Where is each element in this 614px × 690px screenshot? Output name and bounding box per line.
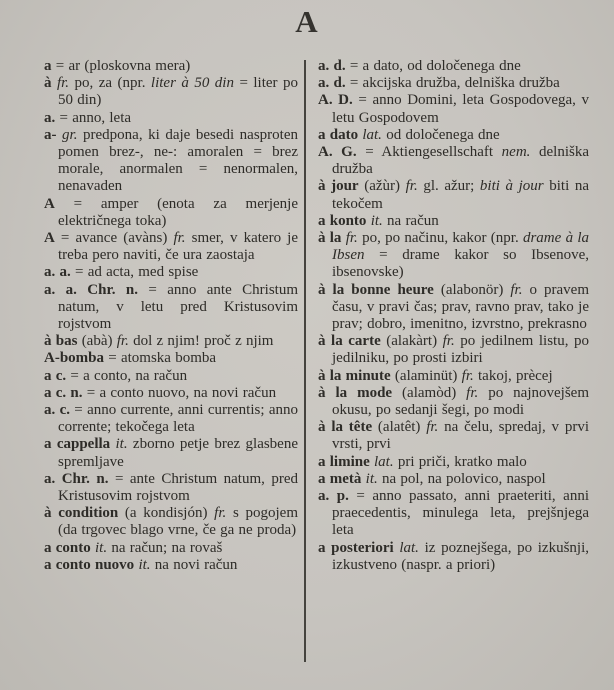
entry-headword: a- bbox=[44, 126, 57, 143]
entry-text: = ante Christum natum, pred Kristusovim rojstvom bbox=[58, 470, 298, 505]
dictionary-entry bbox=[44, 540, 298, 557]
dictionary-entry bbox=[318, 385, 589, 419]
entry-italic-label: it. bbox=[138, 556, 151, 573]
dictionary-entry bbox=[44, 471, 298, 505]
entry-text: = akcijska družba, delniška družba bbox=[345, 75, 560, 92]
entry-text: = Aktiengesellschaft bbox=[356, 144, 502, 161]
entry-headword: à la carte bbox=[318, 333, 381, 350]
dictionary-entry bbox=[318, 471, 589, 488]
entry-text: po najnovejšem okusu, po sedanji šegi, po modi bbox=[332, 384, 589, 419]
entry-text: (a kondisjón) bbox=[118, 505, 215, 522]
dictionary-entry bbox=[318, 368, 589, 385]
entry-text: biti na tekočem bbox=[332, 178, 590, 212]
entry-text: = liter po 50 din) bbox=[58, 75, 298, 109]
entry-headword: a c. n. bbox=[44, 384, 83, 401]
entry-italic-label: fr. bbox=[116, 333, 129, 350]
entry-italic-label: nem. bbox=[501, 144, 531, 161]
entry-text: takoj, prècej bbox=[473, 367, 553, 384]
entry-italic-label: it. bbox=[95, 539, 108, 556]
entry-italic-label: drame à la Ibsen bbox=[332, 230, 589, 264]
entry-text: delniška družba bbox=[332, 144, 590, 178]
dictionary-entry bbox=[318, 92, 589, 126]
entry-headword: a conto bbox=[44, 539, 91, 556]
entry-headword: A. G. bbox=[318, 144, 357, 161]
entry-headword: a c. bbox=[44, 367, 67, 384]
entry-headword: A. D. bbox=[318, 92, 353, 109]
dictionary-entry bbox=[44, 282, 298, 334]
entry-text: po, za (npr. bbox=[69, 75, 151, 92]
entry-text: (abà) bbox=[77, 333, 117, 350]
dictionary-entry bbox=[44, 436, 298, 470]
entry-text: = a conto, na račun bbox=[66, 367, 188, 384]
dictionary-entry bbox=[318, 488, 589, 540]
entry-italic-label: lat. bbox=[374, 453, 394, 470]
entry-text: (ažùr) bbox=[358, 178, 406, 195]
entry-text: gl. ažur; bbox=[417, 178, 480, 195]
entry-italic-label: it. bbox=[365, 470, 378, 487]
entry-text: = atomska bomba bbox=[104, 350, 217, 367]
entry-italic-label: it. bbox=[370, 212, 383, 229]
entry-text: = amper (enota za merjenje električnega toka) bbox=[54, 195, 298, 229]
entry-headword: a. c. bbox=[44, 402, 70, 419]
entry-headword: a posteriori bbox=[318, 539, 394, 556]
entry-italic-label: fr. bbox=[426, 419, 439, 436]
entry-italic-label: lat. bbox=[362, 126, 382, 143]
entry-headword: a. d. bbox=[318, 58, 346, 74]
entry-text: (alakàrt) bbox=[380, 333, 443, 350]
entry-headword: a. p. bbox=[318, 488, 349, 505]
entry-headword: a. Chr. n. bbox=[44, 470, 109, 487]
entry-headword: à la tête bbox=[318, 419, 373, 436]
entry-text: = ad acta, med spise bbox=[70, 264, 199, 281]
entry-text: po jedilnem listu, po jedilniku, po prosti izbiri bbox=[332, 333, 590, 367]
entry-headword: à la minute bbox=[318, 367, 391, 384]
entry-italic-label: lat. bbox=[399, 539, 419, 556]
entry-headword: à la mode bbox=[318, 384, 393, 401]
entry-italic-label: fr. bbox=[510, 281, 523, 298]
dictionary-entry bbox=[318, 178, 589, 212]
entry-text: (alabonör) bbox=[433, 281, 511, 298]
entry-text: na račun; na rovaš bbox=[107, 539, 223, 556]
entry-italic-label: fr. bbox=[442, 333, 455, 350]
entry-text: = ar (ploskovna mera) bbox=[51, 58, 191, 74]
entry-headword: a. a. Chr. n. bbox=[44, 281, 138, 298]
entry-headword: A bbox=[44, 230, 55, 247]
dictionary-entry bbox=[318, 213, 589, 230]
dictionary-entry bbox=[44, 110, 298, 127]
section-letter-heading: A bbox=[295, 4, 319, 39]
entry-headword: à la bbox=[318, 230, 342, 247]
entry-headword: a. a. bbox=[44, 264, 71, 281]
dictionary-entry bbox=[44, 385, 298, 402]
entry-headword: a limine bbox=[318, 453, 370, 470]
entry-italic-label: it. bbox=[115, 436, 128, 453]
entry-text: pri priči, kratko malo bbox=[393, 453, 527, 470]
right-column bbox=[318, 58, 589, 574]
entry-italic-label: fr. bbox=[56, 75, 70, 92]
entry-text: (alaminüt) bbox=[390, 367, 462, 384]
entry-text: (alatêt) bbox=[372, 419, 427, 436]
entry-text: (alamòd) bbox=[392, 384, 467, 401]
dictionary-entry bbox=[318, 230, 589, 282]
entry-text: na pol, na polovico, naspol bbox=[377, 470, 546, 487]
entry-text: na čelu, spredaj, v prvi vrsti, prvi bbox=[332, 419, 590, 453]
dictionary-entry bbox=[318, 333, 589, 367]
entry-headword: à bbox=[44, 75, 52, 92]
dictionary-entry bbox=[44, 333, 298, 350]
entry-text: = a dato, od določenega dne bbox=[345, 58, 521, 74]
entry-italic-label: fr. bbox=[173, 230, 186, 247]
dictionary-entry bbox=[44, 230, 298, 264]
dictionary-entry bbox=[44, 368, 298, 385]
dictionary-entry bbox=[44, 264, 298, 281]
entry-headword: à la bonne heure bbox=[318, 281, 434, 298]
entry-text: predpona, ki daje besedi nasproten pomen brez-, ne-: amoralen = brez morale, anormalen = nenormalen, nenavaden bbox=[58, 126, 299, 195]
dictionary-entry bbox=[44, 196, 298, 230]
entry-text: = anno Domini, leta Gospodovega, v letu Gospodovem bbox=[332, 92, 589, 126]
entry-headword: a konto bbox=[318, 212, 367, 229]
entry-headword: a metà bbox=[318, 470, 362, 487]
dictionary-entry bbox=[318, 75, 589, 92]
dictionary-entry bbox=[318, 144, 589, 178]
entry-headword: a conto nuovo bbox=[44, 556, 135, 573]
entry-text: = drame kakor so Ibsenove, ibsenovske) bbox=[332, 247, 589, 281]
entry-headword: A bbox=[44, 195, 55, 212]
dictionary-entry bbox=[318, 58, 589, 75]
entry-italic-label: fr. bbox=[214, 505, 227, 522]
dictionary-entry bbox=[44, 58, 298, 75]
dictionary-entry bbox=[44, 402, 298, 436]
entry-text: s pogojem (da trgovec blago vrne, če ga ne proda) bbox=[58, 505, 298, 539]
entry-italic-label: fr. bbox=[405, 178, 418, 195]
entry-text: o pravem času, v pravi čas; prav, ravno prav, tako je prav; dobro, imenitno, izvrstno, prekrasno bbox=[332, 281, 589, 333]
dictionary-entry bbox=[44, 557, 298, 574]
entry-italic-label: liter à 50 din bbox=[150, 75, 234, 92]
dictionary-entry bbox=[44, 127, 298, 196]
entry-text: zborno petje brez glasbene spremljave bbox=[58, 436, 298, 470]
dictionary-entry bbox=[44, 75, 298, 109]
entry-text: iz poznejšega, po izkušnji, izkustveno (naspr. a priori) bbox=[332, 539, 590, 573]
entry-headword: a bbox=[44, 58, 52, 74]
entry-text: na račun bbox=[382, 212, 439, 229]
entry-headword: a dato bbox=[318, 126, 359, 143]
entry-headword: à jour bbox=[318, 178, 359, 195]
dictionary-entry bbox=[318, 454, 589, 471]
entry-headword: à bas bbox=[44, 333, 78, 350]
entry-text: = a conto nuovo, na novi račun bbox=[82, 384, 277, 401]
dictionary-entry bbox=[318, 419, 589, 453]
entry-text: na novi račun bbox=[150, 556, 238, 573]
entry-text: = anno ante Christum natum, v letu pred Kristusovim rojstvom bbox=[58, 281, 298, 333]
dictionary-entry bbox=[318, 282, 589, 334]
entry-text: = anno, leta bbox=[55, 109, 132, 126]
left-column bbox=[44, 58, 298, 574]
entry-italic-label: biti à jour bbox=[479, 178, 544, 195]
entry-text: = avance (avàns) bbox=[54, 230, 174, 247]
dictionary-entry bbox=[44, 505, 298, 539]
dictionary-entry bbox=[318, 540, 589, 574]
entry-italic-label: fr. bbox=[345, 230, 358, 247]
entry-italic-label: fr. bbox=[461, 367, 474, 384]
entry-text: = anno passato, anni praeteriti, anni praecedentis, minulega leta, prejšnjega leta bbox=[332, 488, 589, 539]
entry-headword: à condition bbox=[44, 505, 119, 522]
entry-text: = anno currente, anni currentis; anno corrente; tekočega leta bbox=[58, 402, 298, 436]
entry-headword: a. bbox=[44, 109, 56, 126]
entry-text: smer, v katero je treba pero naviti, če ura zaostaja bbox=[58, 230, 298, 264]
entry-text: po, po načinu, kakor (npr. bbox=[357, 230, 523, 247]
entry-headword: A-bomba bbox=[44, 350, 105, 367]
entry-headword: a. d. bbox=[318, 75, 346, 92]
dictionary-entry bbox=[318, 127, 589, 144]
column-divider bbox=[304, 60, 306, 662]
dictionary-entry bbox=[44, 350, 298, 367]
entry-text: dol z njim! proč z njim bbox=[128, 333, 274, 350]
entry-italic-label: fr. bbox=[466, 384, 479, 401]
entry-headword: a cappella bbox=[44, 436, 111, 453]
entry-text: od določenega dne bbox=[381, 126, 500, 143]
entry-italic-label: gr. bbox=[62, 126, 78, 143]
